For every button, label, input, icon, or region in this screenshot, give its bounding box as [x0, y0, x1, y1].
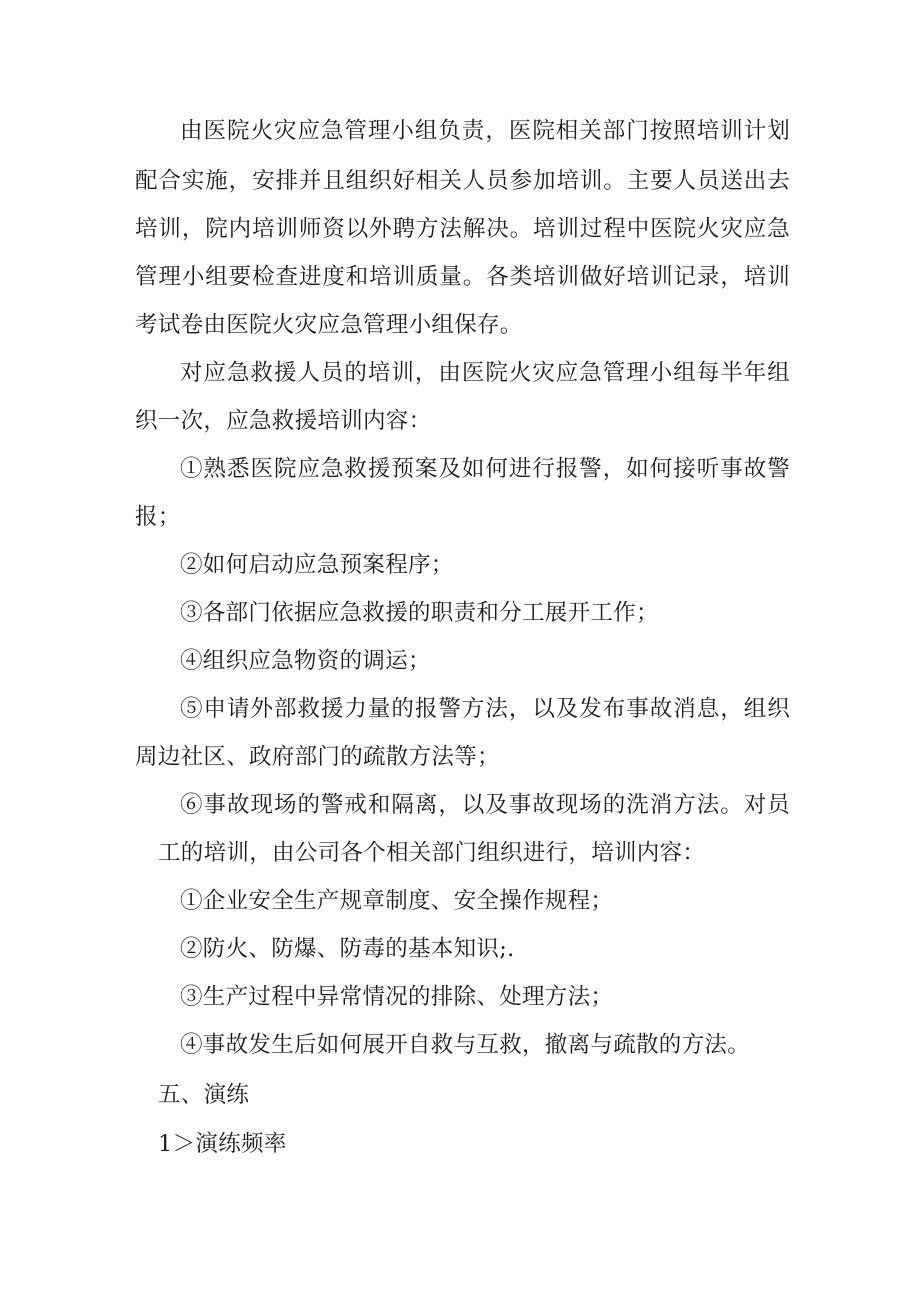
paragraph-line: 配合实施，安排并且组织好相关人员参加培训。主要人员送出去 — [135, 168, 790, 194]
paragraph-line: ⑤申请外部救援力量的报警方法，以及发布事故消息，组织 — [180, 696, 790, 722]
paragraph-line: 对应急救援人员的培训，由医院火灾应急管理小组每半年组 — [180, 360, 790, 386]
paragraph-line: 周边社区、政府部门的疏散方法等； — [135, 744, 500, 770]
paragraph-line: 由医院火灾应急管理小组负责，医院相关部门按照培训计划 — [180, 118, 790, 144]
paragraph-line: ①熟悉医院应急救援预案及如何进行报警，如何接听事故警 — [180, 456, 790, 482]
subsection-heading: 1＞演练频率 — [158, 1131, 287, 1157]
paragraph-line: ⑥事故现场的警戒和隔离，以及事故现场的洗消方法。对员 — [180, 792, 790, 818]
paragraph-line: ②如何启动应急预案程序； — [180, 552, 454, 578]
paragraph-line: ①企业安全生产规章制度、安全操作规程； — [180, 888, 614, 914]
section-heading: 五、演练 — [158, 1082, 250, 1108]
paragraph-line: ③各部门依据应急救援的职责和分工展开工作； — [180, 600, 659, 626]
paragraph-line: 管理小组要检查进度和培训质量。各类培训做好培训记录，培训 — [135, 264, 790, 290]
paragraph-line: 报； — [135, 504, 181, 530]
paragraph-line: ④组织应急物资的调运； — [180, 648, 431, 674]
paragraph-line: ②防火、防爆、防毒的基本知识;. — [180, 936, 515, 962]
paragraph-line: 工的培训，由公司各个相关部门组织进行，培训内容： — [158, 840, 706, 866]
paragraph-line: 织一次，应急救援培训内容： — [135, 408, 432, 434]
paragraph-line: ④事故发生后如何展开自救与互救，撤离与疏散的方法。 — [180, 1032, 751, 1058]
paragraph-line: 培训，院内培训师资以外聘方法解决。培训过程中医院火灾应急 — [135, 216, 790, 242]
paragraph-line: ③生产过程中异常情况的排除、处理方法； — [180, 984, 614, 1010]
paragraph-line: 考试卷由医院火灾应急管理小组保存。 — [135, 312, 523, 338]
